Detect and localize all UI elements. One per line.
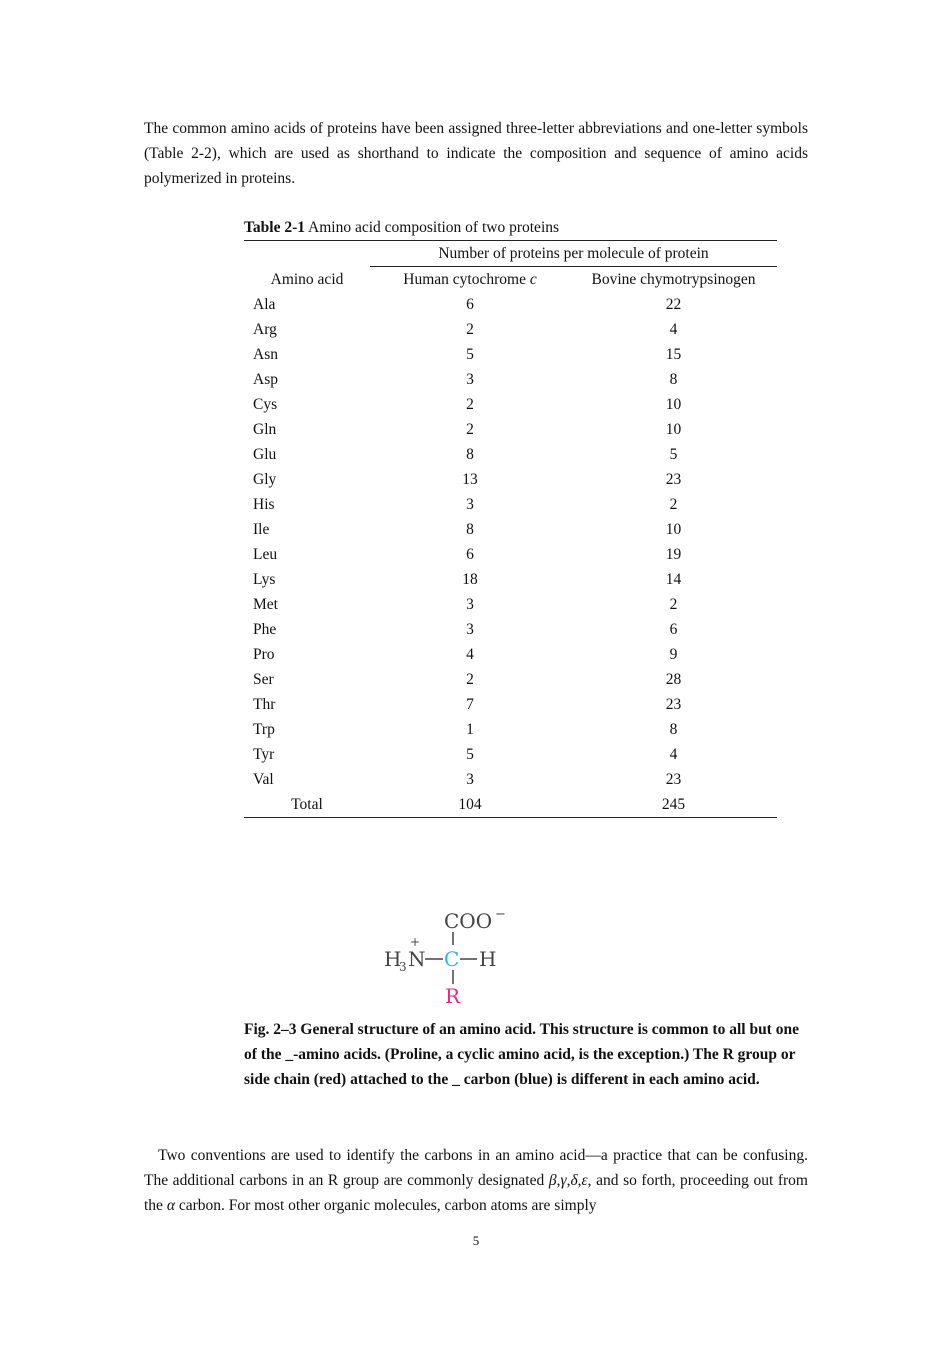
figure-caption: Fig. 2–3 General structure of an amino acid. This structure is common to all but one of the _-amino acids. (Proline, a cyclic amino acid, is the exception.) The R group or side chain (red) attached to the _ carbon (blue) is different in each amino acid. (244, 1021, 799, 1088)
cell-amino-acid: Phe (253, 621, 277, 638)
cell-bovine: 23 (665, 771, 682, 788)
table-row (244, 317, 777, 342)
table-caption (244, 216, 777, 240)
cell-amino-acid: Tyr (253, 746, 275, 763)
cell-bovine: 23 (665, 696, 682, 713)
composition-table (244, 240, 777, 818)
amino-acid-table (244, 216, 777, 818)
table-row (244, 617, 777, 642)
cell-human: 3 (466, 496, 474, 513)
cell-human: 2 (466, 321, 474, 338)
cell-bovine: 10 (665, 521, 682, 538)
cell-amino-acid: Pro (253, 646, 275, 663)
cell-amino-acid: Ala (253, 296, 276, 313)
cell-bovine: 23 (665, 471, 682, 488)
table-caption-label: Table 2-1 (244, 219, 306, 236)
cell-bovine: 28 (665, 671, 682, 688)
cell-human: 3 (466, 596, 474, 613)
cell-bovine: 10 (665, 396, 682, 413)
total-human: 104 (370, 792, 570, 818)
cell-human: 6 (466, 546, 474, 563)
amine-sub: 3 (399, 960, 407, 974)
carboxylate-group: COO (444, 909, 493, 933)
cell-bovine: 4 (669, 746, 678, 763)
cell-bovine: 15 (665, 346, 682, 363)
table-body (244, 292, 777, 818)
cell-human: 6 (466, 296, 474, 313)
table-row (244, 767, 777, 792)
header-bovine: Bovine chymotrypsinogen (591, 271, 756, 288)
page-number: 5 (472, 1233, 480, 1248)
cell-amino-acid: Ser (253, 671, 274, 688)
alpha-carbon: C (444, 947, 460, 971)
cell-amino-acid: Asn (253, 346, 278, 363)
cell-bovine: 4 (669, 321, 678, 338)
amine-charge: + (410, 935, 421, 949)
amine-h: H (384, 947, 402, 971)
table-row (244, 467, 777, 492)
table-row (244, 392, 777, 417)
header-human-label: Human cytochrome c (403, 271, 537, 288)
cell-human: 3 (466, 371, 474, 388)
cell-amino-acid: Gln (253, 421, 277, 438)
table-row (244, 442, 777, 467)
header-human (370, 267, 570, 293)
cell-human: 8 (466, 521, 474, 538)
table-row (244, 417, 777, 442)
cell-amino-acid: Gly (253, 471, 277, 488)
table-row (244, 542, 777, 567)
conventions-paragraph: Two conventions are used to identify the carbons in an amino acid—a practice that can be confusing. The additional carbons in an R group are commonly designated β,γ,δ,ε, and so forth, proceeding out from the α carbon. For most other organic molecules, carbon atoms are simply (144, 1147, 808, 1214)
cell-bovine: 2 (669, 596, 678, 613)
table-row (244, 592, 777, 617)
cell-amino-acid: Ile (253, 521, 270, 538)
cell-amino-acid: Met (253, 596, 278, 613)
cell-bovine: 14 (665, 571, 682, 588)
amino-acid-structure-diagram (372, 902, 532, 1012)
cell-human: 5 (466, 746, 474, 763)
cell-human: 1 (466, 721, 474, 738)
amine-n: N (408, 947, 426, 971)
cell-bovine: 22 (665, 296, 682, 313)
total-bovine: 245 (570, 792, 777, 818)
cell-amino-acid: Trp (253, 721, 275, 738)
table-row (244, 367, 777, 392)
cell-human: 4 (466, 646, 474, 663)
cell-amino-acid: Lys (253, 571, 276, 588)
cell-bovine: 8 (669, 721, 678, 738)
header-amino-acid: Amino acid (270, 270, 344, 288)
cell-amino-acid: Glu (253, 446, 277, 463)
cell-bovine: 8 (669, 371, 678, 388)
cell-human: 2 (466, 671, 474, 688)
table-row (244, 667, 777, 692)
cell-amino-acid: His (253, 496, 275, 513)
table-row (244, 717, 777, 742)
cell-amino-acid: Asp (253, 371, 278, 388)
cell-human: 3 (466, 621, 474, 638)
table-row (244, 642, 777, 667)
spanner-empty (244, 241, 370, 267)
cell-bovine: 9 (669, 646, 678, 663)
cell-bovine: 5 (669, 446, 678, 463)
alpha-hydrogen: H (479, 947, 497, 971)
table-row (244, 292, 777, 317)
cell-amino-acid: Leu (253, 546, 278, 563)
table-row (244, 342, 777, 367)
cell-bovine: 10 (665, 421, 682, 438)
cell-human: 13 (462, 471, 478, 488)
table-row (244, 692, 777, 717)
carboxylate-charge: − (495, 907, 506, 922)
table-row (244, 492, 777, 517)
intro-paragraph: The common amino acids of proteins have been assigned three-letter abbreviations and one-letter symbols (Table 2-2), which are used as shorthand to indicate the composition and sequence of amino acids polymerized in proteins. (144, 120, 808, 187)
cell-human: 5 (466, 346, 474, 363)
table-row (244, 742, 777, 767)
cell-human: 3 (466, 771, 474, 788)
cell-amino-acid: Arg (253, 321, 277, 338)
cell-amino-acid: Cys (253, 396, 278, 413)
cell-human: 7 (466, 696, 474, 713)
cell-bovine: 2 (669, 496, 678, 513)
table-caption-text: Amino acid composition of two proteins (308, 219, 560, 236)
cell-amino-acid: Thr (253, 696, 276, 713)
spanner-header: Number of proteins per molecule of protein (370, 241, 777, 267)
cell-bovine: 19 (665, 546, 682, 563)
cell-amino-acid: Val (253, 771, 274, 788)
cell-bovine: 6 (669, 621, 678, 638)
cell-human: 2 (466, 421, 474, 438)
cell-human: 8 (466, 446, 474, 463)
cell-human: 2 (466, 396, 474, 413)
table-row (244, 517, 777, 542)
total-label: Total (244, 792, 370, 818)
r-group: R (445, 984, 461, 1008)
cell-human: 18 (462, 571, 478, 588)
table-row (244, 567, 777, 592)
table-total-row (244, 792, 777, 818)
